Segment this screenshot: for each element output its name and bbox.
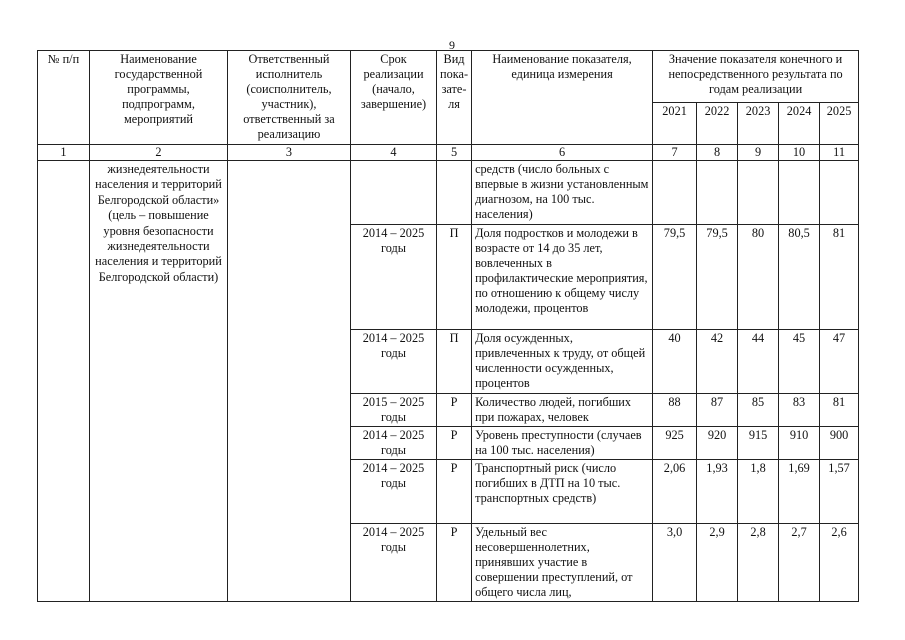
- column-number: 4: [351, 145, 437, 161]
- type-cell: Р: [437, 460, 472, 524]
- period-cell: 2014 – 2025 годы: [351, 225, 437, 330]
- indicator-cell: Уровень преступности (случаев на 100 тыс. населения): [472, 427, 653, 460]
- value-2022: 2,9: [697, 524, 738, 602]
- value-2023: [738, 161, 779, 225]
- column-number: 10: [779, 145, 820, 161]
- column-number-row: [38, 145, 859, 161]
- value-2023: 80: [738, 225, 779, 330]
- program-name-cell: жизнедеятельности населения и территорий Белгородской области» (цель – повышение уровня безопасности жизнедеятельности населения и территорий Белгородской области): [90, 161, 228, 602]
- value-2024: [779, 161, 820, 225]
- column-number: 1: [38, 145, 90, 161]
- value-2022: 1,93: [697, 460, 738, 524]
- header-responsible: Ответственный исполнитель (соисполнитель, участник), ответственный за реализацию: [228, 51, 351, 145]
- column-number: 5: [437, 145, 472, 161]
- column-number: 3: [228, 145, 351, 161]
- period-cell: 2015 – 2025 годы: [351, 394, 437, 427]
- value-2021: 925: [653, 427, 697, 460]
- value-2022: 920: [697, 427, 738, 460]
- period-cell: 2014 – 2025 годы: [351, 460, 437, 524]
- value-2024: 910: [779, 427, 820, 460]
- period-cell: 2014 – 2025 годы: [351, 524, 437, 602]
- type-cell: Р: [437, 427, 472, 460]
- period-cell: 2014 – 2025 годы: [351, 330, 437, 394]
- value-2025: 81: [820, 225, 859, 330]
- value-2023: 2,8: [738, 524, 779, 602]
- value-2025: 900: [820, 427, 859, 460]
- header-indicator-type: Вид пока-зате-ля: [437, 51, 472, 145]
- type-cell: П: [437, 225, 472, 330]
- value-2024: 1,69: [779, 460, 820, 524]
- value-2024: 83: [779, 394, 820, 427]
- value-2023: 44: [738, 330, 779, 394]
- header-year-2024: 2024: [779, 103, 820, 145]
- value-2025: 47: [820, 330, 859, 394]
- value-2022: 42: [697, 330, 738, 394]
- value-2024: 45: [779, 330, 820, 394]
- column-number: 8: [697, 145, 738, 161]
- type-cell: Р: [437, 524, 472, 602]
- header-year-2025: 2025: [820, 103, 859, 145]
- value-2023: 915: [738, 427, 779, 460]
- value-2025: 1,57: [820, 460, 859, 524]
- indicator-cell: Доля осужденных, привлеченных к труду, от общей численности осужденных, процентов: [472, 330, 653, 394]
- indicator-cell: Количество людей, погибших при пожарах, человек: [472, 394, 653, 427]
- value-2021: 2,06: [653, 460, 697, 524]
- header-year-2022: 2022: [697, 103, 738, 145]
- value-2022: [697, 161, 738, 225]
- value-2025: [820, 161, 859, 225]
- indicator-cell: Доля подростков и молодежи в возрасте от 14 до 35 лет, вовлеченных в профилактические мероприятия, по отношению к общему числу молодежи, процентов: [472, 225, 653, 330]
- column-number: 7: [653, 145, 697, 161]
- header-values-group: Значение показателя конечного и непосредственного результата по годам реализации: [653, 51, 859, 103]
- value-2021: 3,0: [653, 524, 697, 602]
- header-indicator-name: Наименование показателя, единица измерения: [472, 51, 653, 145]
- value-2021: 79,5: [653, 225, 697, 330]
- row-number-cell: [38, 161, 90, 602]
- column-number: 11: [820, 145, 859, 161]
- value-2023: 1,8: [738, 460, 779, 524]
- value-2025: 81: [820, 394, 859, 427]
- table-row: [38, 161, 859, 225]
- indicator-cell: средств (число больных с впервые в жизни установленным диагнозом, на 100 тыс. населения): [472, 161, 653, 225]
- value-2024: 80,5: [779, 225, 820, 330]
- period-cell: 2014 – 2025 годы: [351, 427, 437, 460]
- value-2021: [653, 161, 697, 225]
- period-cell: [351, 161, 437, 225]
- value-2021: 40: [653, 330, 697, 394]
- value-2024: 2,7: [779, 524, 820, 602]
- type-cell: Р: [437, 394, 472, 427]
- value-2021: 88: [653, 394, 697, 427]
- indicator-cell: Транспортный риск (число погибших в ДТП на 10 тыс. транспортных средств): [472, 460, 653, 524]
- value-2023: 85: [738, 394, 779, 427]
- value-2022: 79,5: [697, 225, 738, 330]
- page-number: 9: [449, 38, 455, 52]
- header-program-name: Наименование государственной программы, подпрограмм, мероприятий: [90, 51, 228, 145]
- type-cell: П: [437, 330, 472, 394]
- column-number: 9: [738, 145, 779, 161]
- column-number: 2: [90, 145, 228, 161]
- type-cell: [437, 161, 472, 225]
- indicator-cell: Удельный вес несовершеннолетних, принявших участие в совершении преступлений, от общего числа лиц,: [472, 524, 653, 602]
- responsible-cell: [228, 161, 351, 602]
- header-period: Срок реализации (начало, завершение): [351, 51, 437, 145]
- header-year-2023: 2023: [738, 103, 779, 145]
- header-number: № п/п: [38, 51, 90, 145]
- header-year-2021: 2021: [653, 103, 697, 145]
- indicators-table: [37, 50, 859, 602]
- value-2025: 2,6: [820, 524, 859, 602]
- column-number: 6: [472, 145, 653, 161]
- value-2022: 87: [697, 394, 738, 427]
